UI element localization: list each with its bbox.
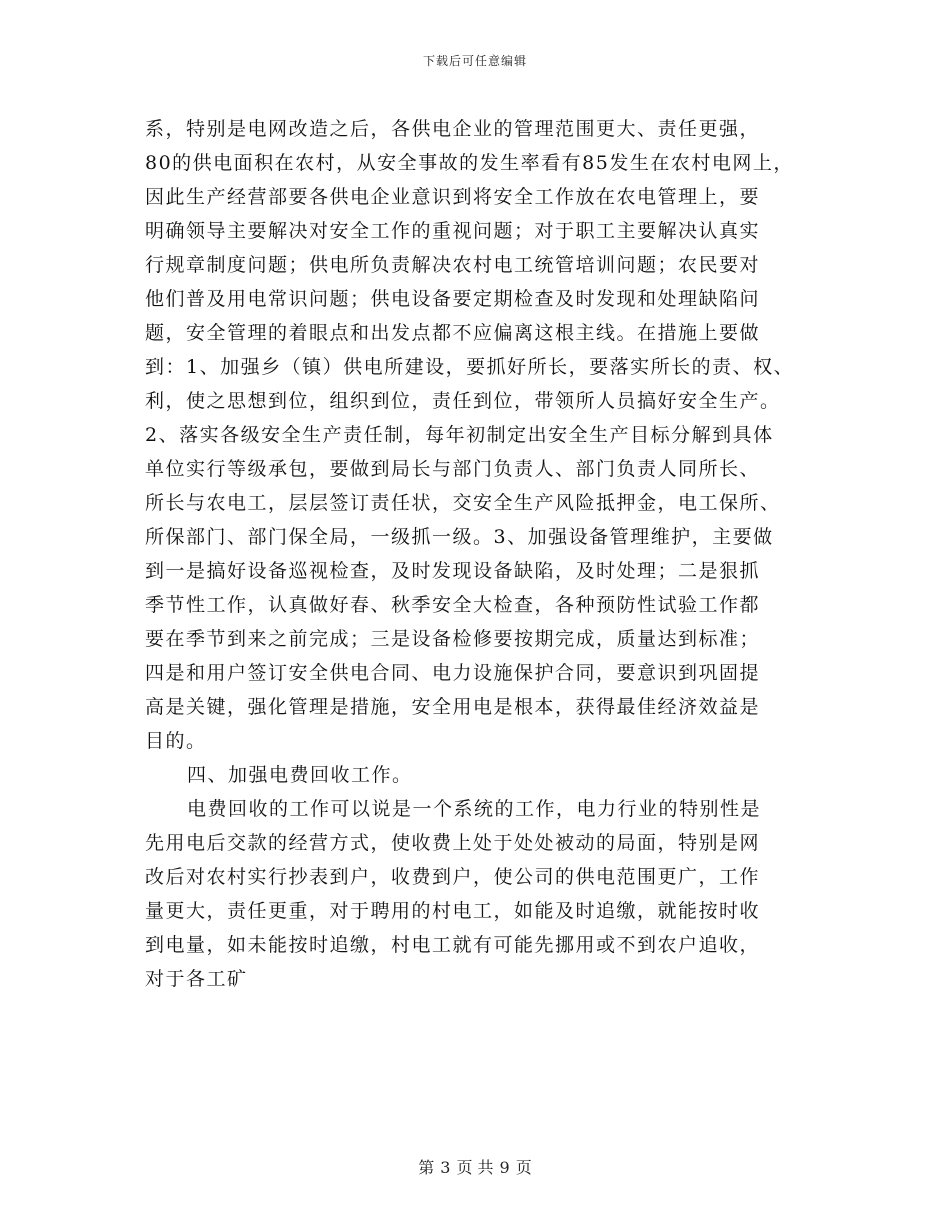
page-header: 下载后可任意编辑 bbox=[422, 54, 527, 68]
body-line: 到电量，如未能按时追缴，村电工就有可能先挪用或不到农户追收， bbox=[145, 934, 761, 956]
body-line: 先用电后交款的经营方式，使收费上处于处处被动的局面，特别是网 bbox=[145, 832, 761, 854]
body-line: 他们普及用电常识问题；供电设备要定期检查及时发现和处理缺陷问 bbox=[145, 288, 761, 310]
page-footer bbox=[0, 1155, 950, 1178]
body-line: 80的供电面积在农村，从安全事故的发生率看有85发生在农村电网上， bbox=[145, 152, 794, 174]
body-line: 高是关键，强化管理是措施，安全用电是根本，获得最佳经济效益是 bbox=[145, 696, 761, 718]
body-line: 利，使之思想到位，组织到位，责任到位，带领所人员搞好安全生产。 bbox=[145, 390, 781, 412]
total-page-count: 9 bbox=[499, 1158, 510, 1177]
body-line: 行规章制度问题；供电所负责解决农村电工统管培训问题；农民要对 bbox=[145, 254, 761, 276]
body-line: 2、落实各级安全生产责任制，每年初制定出安全生产目标分解到具体 bbox=[145, 424, 774, 446]
footer-middle: 页 共 bbox=[456, 1158, 494, 1177]
body-line: 到一是搞好设备巡视检查，及时发现设备缺陷，及时处理；二是狠抓 bbox=[145, 560, 761, 582]
body-line: 季节性工作，认真做好春、秋季安全大检查，各种预防性试验工作都 bbox=[145, 594, 761, 616]
body-line: 因此生产经营部要各供电企业意识到将安全工作放在农电管理上，要 bbox=[145, 186, 761, 208]
body-line: 题，安全管理的着眼点和出发点都不应偏离这根主线。在措施上要做 bbox=[145, 322, 761, 344]
footer-prefix: 第 bbox=[418, 1158, 435, 1177]
body-line: 电费回收的工作可以说是一个系统的工作，电力行业的特别性是 bbox=[187, 798, 762, 820]
body-line: 单位实行等级承包，要做到局长与部门负责人、部门负责人同所长、 bbox=[145, 458, 761, 480]
body-line: 目的。 bbox=[145, 730, 207, 752]
body-line: 对于各工矿 bbox=[145, 968, 248, 990]
body-line: 四是和用户签订安全供电合同、电力设施保护合同，要意识到巩固提 bbox=[145, 662, 761, 684]
body-line: 系，特别是电网改造之后，各供电企业的管理范围更大、责任更强， bbox=[145, 118, 761, 140]
body-line: 量更大，责任更重，对于聘用的村电工，如能及时追缴，就能按时收 bbox=[145, 900, 761, 922]
section-heading: 四、加强电费回收工作。 bbox=[187, 764, 413, 786]
body-line: 所保部门、部门保全局，一级抓一级。3、加强设备管理维护，主要做 bbox=[145, 526, 774, 548]
body-line: 明确领导主要解决对安全工作的重视问题；对于职工主要解决认真实 bbox=[145, 220, 761, 242]
footer-suffix: 页 bbox=[515, 1158, 532, 1177]
body-line: 所长与农电工，层层签订责任状，交安全生产风险抵押金，电工保所、 bbox=[145, 492, 781, 514]
document-body bbox=[145, 112, 810, 996]
body-line: 要在季节到来之前完成；三是设备检修要按期完成，质量达到标准； bbox=[145, 628, 761, 650]
current-page-number: 3 bbox=[440, 1158, 451, 1177]
body-line: 改后对农村实行抄表到户，收费到户，使公司的供电范围更广，工作 bbox=[145, 866, 761, 888]
body-line: 到：1、加强乡（镇）供电所建设，要抓好所长，要落实所长的责、权、 bbox=[145, 356, 795, 378]
